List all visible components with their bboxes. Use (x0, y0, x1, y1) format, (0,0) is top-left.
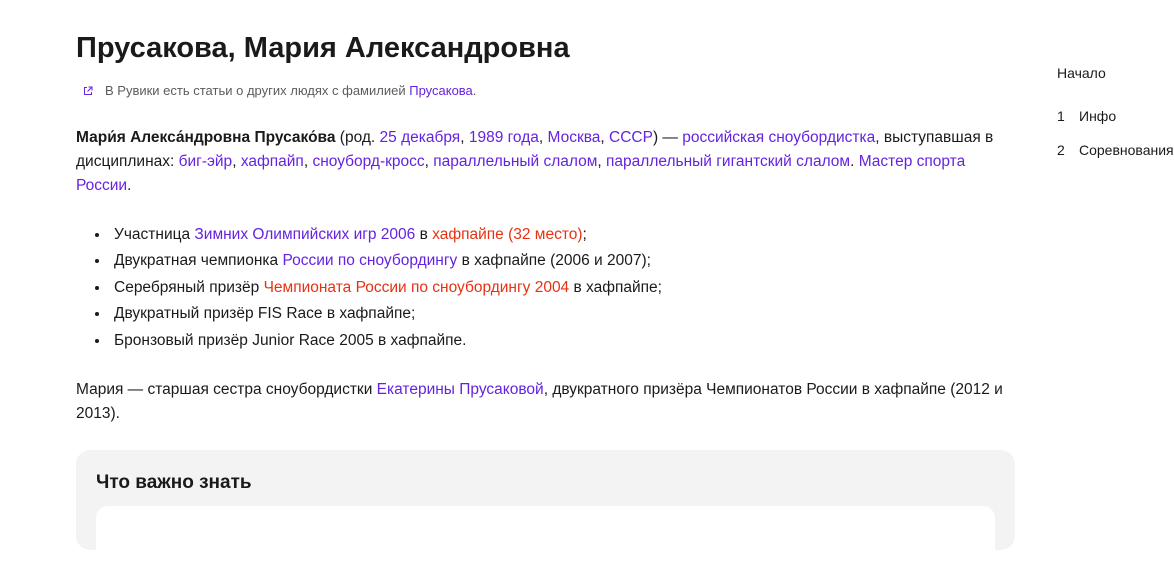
hatnote (83, 82, 476, 100)
lead-text: , (538, 129, 548, 146)
lead-text: (род. (335, 129, 380, 146)
russia-snowboarding-link[interactable]: России по сноубордингу (282, 252, 458, 270)
toc-item-number: 2 (1057, 142, 1065, 158)
discipline-link-snowboard-cross[interactable]: сноуборд-кросс (312, 153, 425, 170)
list-item (76, 301, 662, 327)
discipline-link-halfpipe[interactable]: хафпайп (240, 153, 304, 170)
lead-text: , (424, 153, 434, 170)
list-item (76, 328, 662, 354)
lead-text: . (850, 153, 859, 170)
list-item-text: Участница (114, 226, 195, 243)
family-paragraph (76, 378, 1016, 426)
list-item (76, 275, 662, 301)
bullet-icon (95, 259, 99, 263)
olympics-2006-link[interactable]: Зимних Олимпийских игр 2006 (194, 226, 416, 243)
toc-item-top[interactable]: Начало (1057, 65, 1106, 81)
bullet-icon (95, 312, 99, 316)
subject-name: Мари́я Алекса́ндровна Прусако́ва (76, 129, 336, 146)
toc-item-label: Соревнования (1079, 142, 1174, 158)
list-item-text: ; (582, 226, 587, 243)
list-item-text: в хафпайпе; (569, 278, 662, 296)
bullet-icon (95, 286, 99, 290)
bullet-icon (95, 339, 99, 343)
lead-text: , выступавшая в дисциплинах: (76, 129, 994, 170)
lead-paragraph (76, 126, 1016, 198)
lead-text: ) — (652, 129, 683, 146)
discipline-link-parallel-giant-slalom[interactable]: параллельный гигантский слалом (606, 153, 851, 170)
key-facts-card (76, 450, 1015, 550)
lead-text: . (127, 177, 132, 194)
bullet-icon (95, 233, 99, 237)
toc-item-number: 1 (1057, 108, 1065, 124)
paragraph-text: Мария — старшая сестра сноубордистки (76, 381, 377, 398)
list-item-text: Бронзовый призёр Junior Race 2005 в хафпайпе. (114, 331, 467, 349)
lead-text: , (600, 129, 610, 146)
card-content (96, 506, 995, 566)
lead-text: , (460, 129, 469, 146)
discipline-link-parallel-slalom[interactable]: параллельный слалом (433, 153, 598, 170)
birth-year-link[interactable]: 1989 года (468, 129, 539, 146)
lead-text: , (232, 153, 241, 170)
paragraph-text: , двукратного призёра Чемпионатов России в хафпайпе (2012 и 2013). (76, 381, 1003, 422)
list-item (76, 248, 662, 274)
birth-date-link[interactable]: 25 декабря (379, 129, 461, 146)
list-item-text: Двукратная чемпионка (114, 252, 283, 270)
hatnote-end: . (472, 83, 477, 98)
toc-item-1[interactable] (1057, 108, 1116, 124)
list-item (76, 222, 662, 248)
russian-championship-2004-link[interactable]: Чемпионата России по сноубордингу 2004 (263, 278, 570, 296)
halfpipe-result-link[interactable]: хафпайпе (32 место) (432, 226, 583, 243)
lead-text: , (597, 153, 607, 170)
list-item-text: Серебряный призёр (114, 278, 264, 296)
master-of-sport-link[interactable]: Мастер спорта России (76, 153, 966, 194)
list-item-text: в хафпайпе (2006 и 2007); (457, 252, 651, 270)
occupation-link[interactable]: российская сноубордистка (682, 129, 876, 146)
sister-link[interactable]: Екатерины Прусаковой (376, 381, 544, 398)
list-item-text: Двукратный призёр FIS Race в хафпайпе; (114, 305, 416, 323)
hatnote-text: В Рувики есть статьи о других людях с фамилией (105, 83, 406, 98)
hatnote-link[interactable]: Прусакова (409, 83, 473, 98)
discipline-link-big-air[interactable]: биг-эйр (178, 153, 233, 170)
toc-item-label: Инфо (1079, 108, 1117, 124)
card-title: Что важно знать (96, 472, 252, 493)
achievements-list (76, 222, 662, 354)
list-item-text: в (415, 226, 433, 243)
city-link[interactable]: Москва (547, 129, 601, 146)
lead-text: , (303, 153, 313, 170)
external-link-icon (83, 86, 93, 96)
toc-item-2[interactable] (1057, 142, 1174, 158)
page-title: Прусакова, Мария Александровна (76, 32, 570, 64)
country-link[interactable]: СССР (609, 129, 653, 146)
